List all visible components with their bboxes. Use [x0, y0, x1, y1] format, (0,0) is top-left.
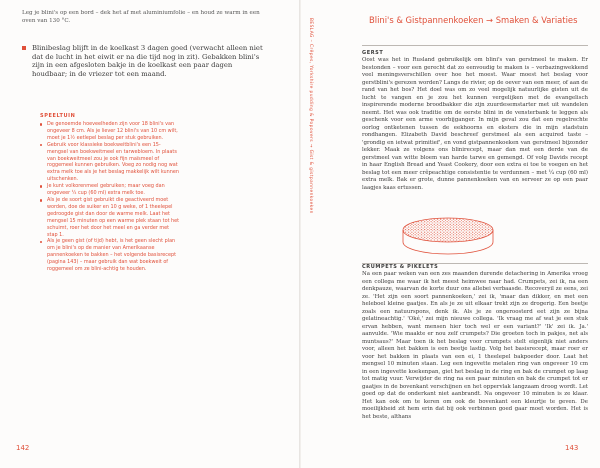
gutter	[299, 0, 301, 468]
bullet-dot-icon	[40, 144, 42, 146]
bullet-text: Blinibeslag blijft in de koelkast 3 dagen goed (verwacht alleen niet dat de lucht in het eiwit er na die tijd nog in zit). Gebakken blini's zijn in een afgesloten bakje in de koelkast een paar dagen houdbaar; in de vriezer tot een maand.	[32, 44, 263, 78]
square-bullet-icon	[22, 46, 26, 50]
page-number-left: 142	[16, 444, 30, 452]
page-title: Blini's & Gistpannenkoeken → Smaken & Variaties	[369, 15, 578, 25]
section-label-gerst: GERST	[362, 50, 384, 56]
tip-item: Als je geen gist (of tijd) hebt, is het geen slecht plan om je blini's op de manier van Amerikaanse pannenkoeken te bakken – het volgende basisrecept (pagina 143) – maar gebruik dan wat boekweit of roggemeel om ze blini-achtig te houden.	[40, 238, 180, 273]
section-divider	[362, 45, 588, 46]
tips-title: SPEELTUIN	[40, 113, 76, 119]
section-label-crumpets: CRUMPETS & PIKELETS	[362, 264, 439, 270]
running-head: BESLAG – Crêpes, Yorkshire pudding & Popovers → Gist & gistpannenkoeken	[308, 18, 313, 214]
tip-item: Je kunt volkorenmeel gebruiken; maar voeg dan ongeveer ¼ cup (60 ml) extra melk toe.	[40, 183, 180, 197]
left-page-bullet-paragraph	[22, 44, 266, 78]
page-number-right: 143	[565, 444, 579, 452]
left-page-intro-text: Leg je blini's op een bord – dek het af met aluminiumfolie – en houd ze warm in een oven van 130 °C.	[22, 10, 260, 24]
tip-item: Gebruik voor klassieke boekweitblini's een 15-mengsel van boekweitmeel en tarwebloem. In plaats van boekweitmeel zou je ook fijn maïsmeel of roggemeel kunnen gebruiken. Voeg zo nodig nog wat extra melk toe als je het beslag makkelijk wilt kunnen uitschenken.	[40, 142, 180, 183]
section-text-gerst: Oost was het in Rusland gebruikelijk om blini's van gerstmeel te maken. Er bestonden – voor een gerecht dat zo eenvoudig te maken is – verbazingwekkend veel meningsverschillen over hoe het moest. Waar moest het beslag voor gerstblini's gerezen worden? Langs de rivier, op de oever van een meer, of aan de rand van het bos? Het doel was om zo veel mogelijk natuurlijke gisten uit de lucht te vangen en je zou het kunnen vergelijken met de evangelisch inspirerende moderne broodbakker die zijn zuurdesemstarter met uit wandelen neemt. Het was ook traditie om de eerste blini in de vensterbank te leggen als geschenk voor een arme voorbijganger. In mijn geval zou dat een regelrechte oorlog ontketenen tussen de eekhoorns en eksters die in mijn stadstuin rondhangen. Elizabeth David beschreef gerstmeel als een acquired taste – 'grondig en ietwat primitief', en vond gistpannenkoeken van gerstmeel bijzonder lekker. Maak ze volgens ons blinirecept, maar dan met een derde van de gerstmeel van witte bloem van harde tarwe en gemengd. Of volg Davids recept in haar English Bread and Yeast Cookery, door een extra ei toe te voegen en het beslag tot een meer crêpeachtige consistentie te verdunnen – met ¼ cup (60 ml) extra melk. Bak er grote, dunne pannenkoeken van en serveer ze op een paar laagjes kaas ertussen.	[362, 57, 588, 191]
crumpet-illustration	[398, 213, 498, 257]
section-text-crumpets: Na een paar weken van een zes maanden durende detachering in Amerika vroeg een collega me waar ik het meest heimwee naar had. Crumpets, zei ik, na een denkpauze, waarvan de korte duur ons allebei verbaasde. Recoveryil ze eens, zei ze. 'Het zijn een soort pannenkoeken,' zei ik, 'maar dan dikker, en met een heleboel kleine gaatjes. En als je ze uit elkaar trekt zijn ze drogerig. Een beetje zoals een natuurspons, denk ik. Als je ze ongeroosterd eet zijn ze bijna gelatineachtig.' 'Oké,' zei mijn nieuwe collega. 'Ik vraag me af wat je een stuk ervan hebben, want mensen hier toch wel er een variant?' 'Ik' zei ik. Ja.' aanvulde. 'Wie maakte er nou zelf crumpets? Die groeten toch in pakjes, net als muntsaus?' Maar toen ik het beslag voor crumpets stelt eigenlijk niet anders voor, alleen het bakken is een beetje lastig. Volg het basisrecept, maar roer er voor het bakken in plaats van een ei, 1 theelepel bakpoeder door. Laat het mengsel 10 minuten staan. Leg een ingevette metalen ring van ongeveer 10 cm in een ingevette koekenpan, giet het beslag in de ring en bak de crumpet op laag tot matig vuur. Verwijder de ring na een paar minuten en bak de crumpet tot er gaatjes in de bovenkant verschijnen en het oppervlak langzaam droog wordt. Let goed op dat de onderkant niet aanbrandt. Na ongeveer 10 minuten is ze klaar. Het kan ook om te keren om ook de bovenkant een kleurtje te geven. De moeilijkheid zit hem erin dat bij ook verbinnen goed gaar moet worden. Het is het beste, althans	[362, 271, 588, 420]
crumpet-top	[403, 218, 493, 242]
tip-item: De genoemde hoeveelheden zijn voor 18 blini's van ongeveer 8 cm. Als je liever 12 blini's van 10 cm wilt, moet je 1½ eetlepel beslag per stuk gebruiken.	[40, 121, 180, 142]
bullet-dot-icon	[40, 199, 42, 201]
tip-item: Als je de soort gist gebruikt die geactiveerd moet worden, doe de suiker en 10 g weke, of 1 theelepel gedroogde gist dan door de warme melk. Laat het mengsel 15 minuten op een warme plek staan tot het schuimt, roer het door het meel en ga verder met stap 1.	[40, 197, 180, 238]
bullet-dot-icon	[40, 241, 42, 243]
bullet-dot-icon	[40, 123, 42, 125]
speeltuin-tips	[40, 113, 180, 273]
bullet-dot-icon	[40, 185, 42, 187]
